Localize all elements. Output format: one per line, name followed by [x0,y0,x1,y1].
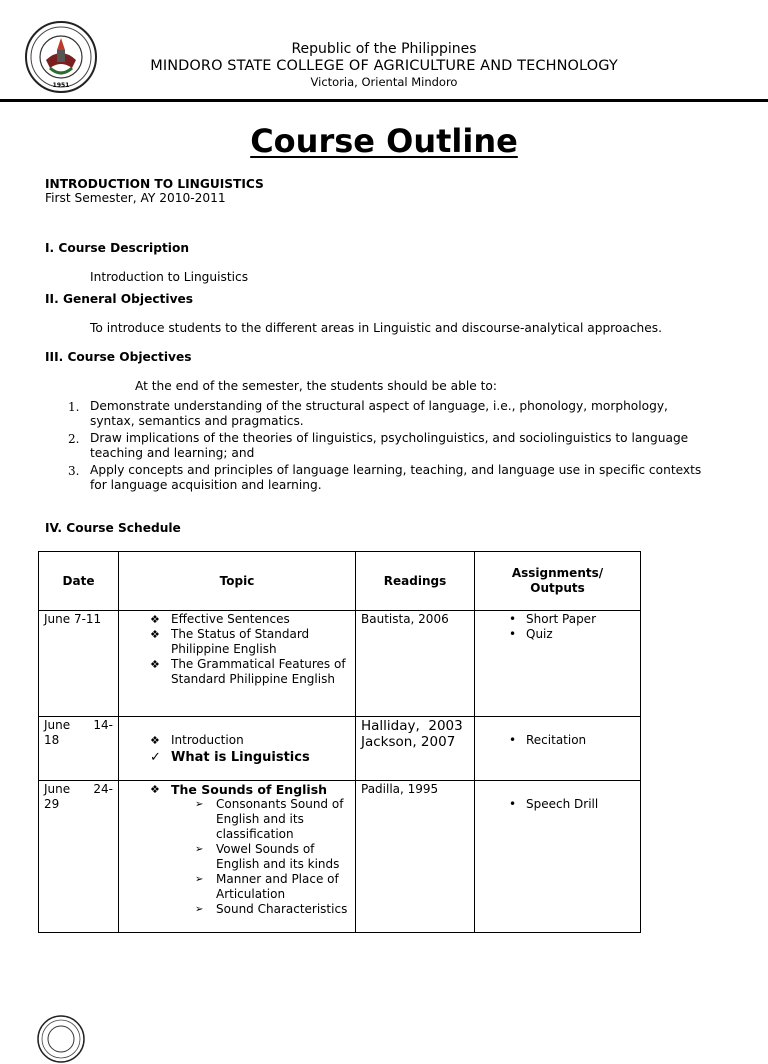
objective-item-line: syntax, semantics and pragmatics. [90,414,304,428]
cell-date: June 7-11 [39,611,119,717]
objective-item-line: Apply concepts and principles of language learning, teaching, and language use in specific contexts [90,463,702,477]
assignment-item: • Quiz [509,627,553,641]
arrow-bullet-icon: ➢ [195,844,204,855]
objective-item-line: teaching and learning; and [90,446,255,460]
cell-assignments [475,781,641,933]
topic-item: ❖ The Sounds of English ➢ Consonants Sound of English and its classification ➢ Vowel Sounds of English and its kinds ➢ Manner and Place of Articulation ➢ Sound Characteristics [124,782,350,917]
objective-item-line: Demonstrate understanding of the structural aspect of language, i.e., phonology, morphology, [90,399,668,413]
topic-item: ❖ Introduction [150,733,244,747]
assignment-item: • Recitation [509,733,587,747]
bullet-icon: • [509,627,517,641]
table-row [39,717,641,781]
general-objectives-body: To introduce students to the different areas in Linguistic and discourse-analytical approaches. [90,321,662,335]
cell-readings: Halliday, 2003 Jackson, 2007 [356,717,475,781]
diamond-bullet-icon: ❖ [150,658,160,671]
cell-topic [119,717,356,781]
cell-assignments [475,611,641,717]
page-title: Course Outline [250,122,518,160]
topic-item: ✓ What is Linguistics [150,750,310,765]
header-college-name: MINDORO STATE COLLEGE OF AGRICULTURE AND TECHNOLOGY [150,58,618,74]
subtopic-item: ➢ Vowel Sounds of English and its kinds [195,842,340,871]
header-date: Date [39,552,119,611]
section-heading-course-schedule: IV. Course Schedule [45,521,181,535]
header-assignments [475,552,641,611]
section-heading-general-objectives: II. General Objectives [45,292,194,306]
arrow-bullet-icon: ➢ [195,799,204,810]
header-assignments-line1: Assignments/ [511,566,604,580]
cell-readings: Padilla, 1995 [356,781,475,933]
table-header-row [39,552,641,611]
table-row [39,611,641,717]
course-semester: First Semester, AY 2010-2011 [45,191,226,205]
header-location: Victoria, Oriental Mindoro [310,75,458,89]
objective-number: 3. [68,464,80,478]
table-row [39,781,641,933]
objective-item-line: Draw implications of the theories of linguistics, psycholinguistics, and sociolinguistics to language [90,431,689,445]
arrow-bullet-icon: ➢ [195,874,204,885]
arrow-bullet-icon: ➢ [195,904,204,915]
description-body: Introduction to Linguistics [90,270,249,284]
subtopic-item: ➢ Manner and Place of Articulation [195,872,339,901]
subtopic-item: ➢ Sound Characteristics [195,902,348,916]
course-objectives-intro: At the end of the semester, the students should be able to: [135,379,497,393]
section-heading-course-objectives: III. Course Objectives [45,350,192,364]
cell-date: June 24- 29 [39,781,119,933]
bullet-icon: • [509,797,517,811]
diamond-bullet-icon: ❖ [150,734,160,747]
college-seal-logo-partial [36,1014,86,1064]
course-name: INTRODUCTION TO LINGUISTICS [45,177,264,191]
header-assignments-line2: Outputs [530,581,585,595]
cell-topic [119,611,356,717]
header-rule [0,99,768,102]
checkmark-icon: ✓ [150,750,161,765]
diamond-bullet-icon: ❖ [150,613,160,626]
objective-item-line: for language acquisition and learning. [90,478,322,492]
cell-readings: Bautista, 2006 [356,611,475,717]
topic-item: ❖ Effective Sentences [150,612,290,626]
bullet-icon: • [509,733,517,747]
header-readings: Readings [356,552,475,611]
section-heading-description: I. Course Description [45,241,190,255]
course-schedule-table [38,551,641,933]
header-republic: Republic of the Philippines [291,41,477,57]
bullet-icon: • [509,612,517,626]
objective-number: 2. [68,432,80,446]
diamond-bullet-icon: ❖ [150,783,160,796]
diamond-bullet-icon: ❖ [150,628,160,641]
svg-text:1951: 1951 [52,82,70,89]
header-topic: Topic [119,552,356,611]
cell-assignments [475,717,641,781]
topic-item: ❖ The Status of Standard Philippine English [150,627,310,656]
assignment-item: • Speech Drill [509,797,599,811]
objective-number: 1. [68,400,80,414]
cell-date: June 14- 18 [39,717,119,781]
cell-topic [119,781,356,933]
subtopic-item: ➢ Consonants Sound of English and its classification [195,797,344,841]
topic-item: ❖ The Grammatical Features of Standard Philippine English [150,657,346,686]
assignment-item: • Short Paper [509,612,597,626]
